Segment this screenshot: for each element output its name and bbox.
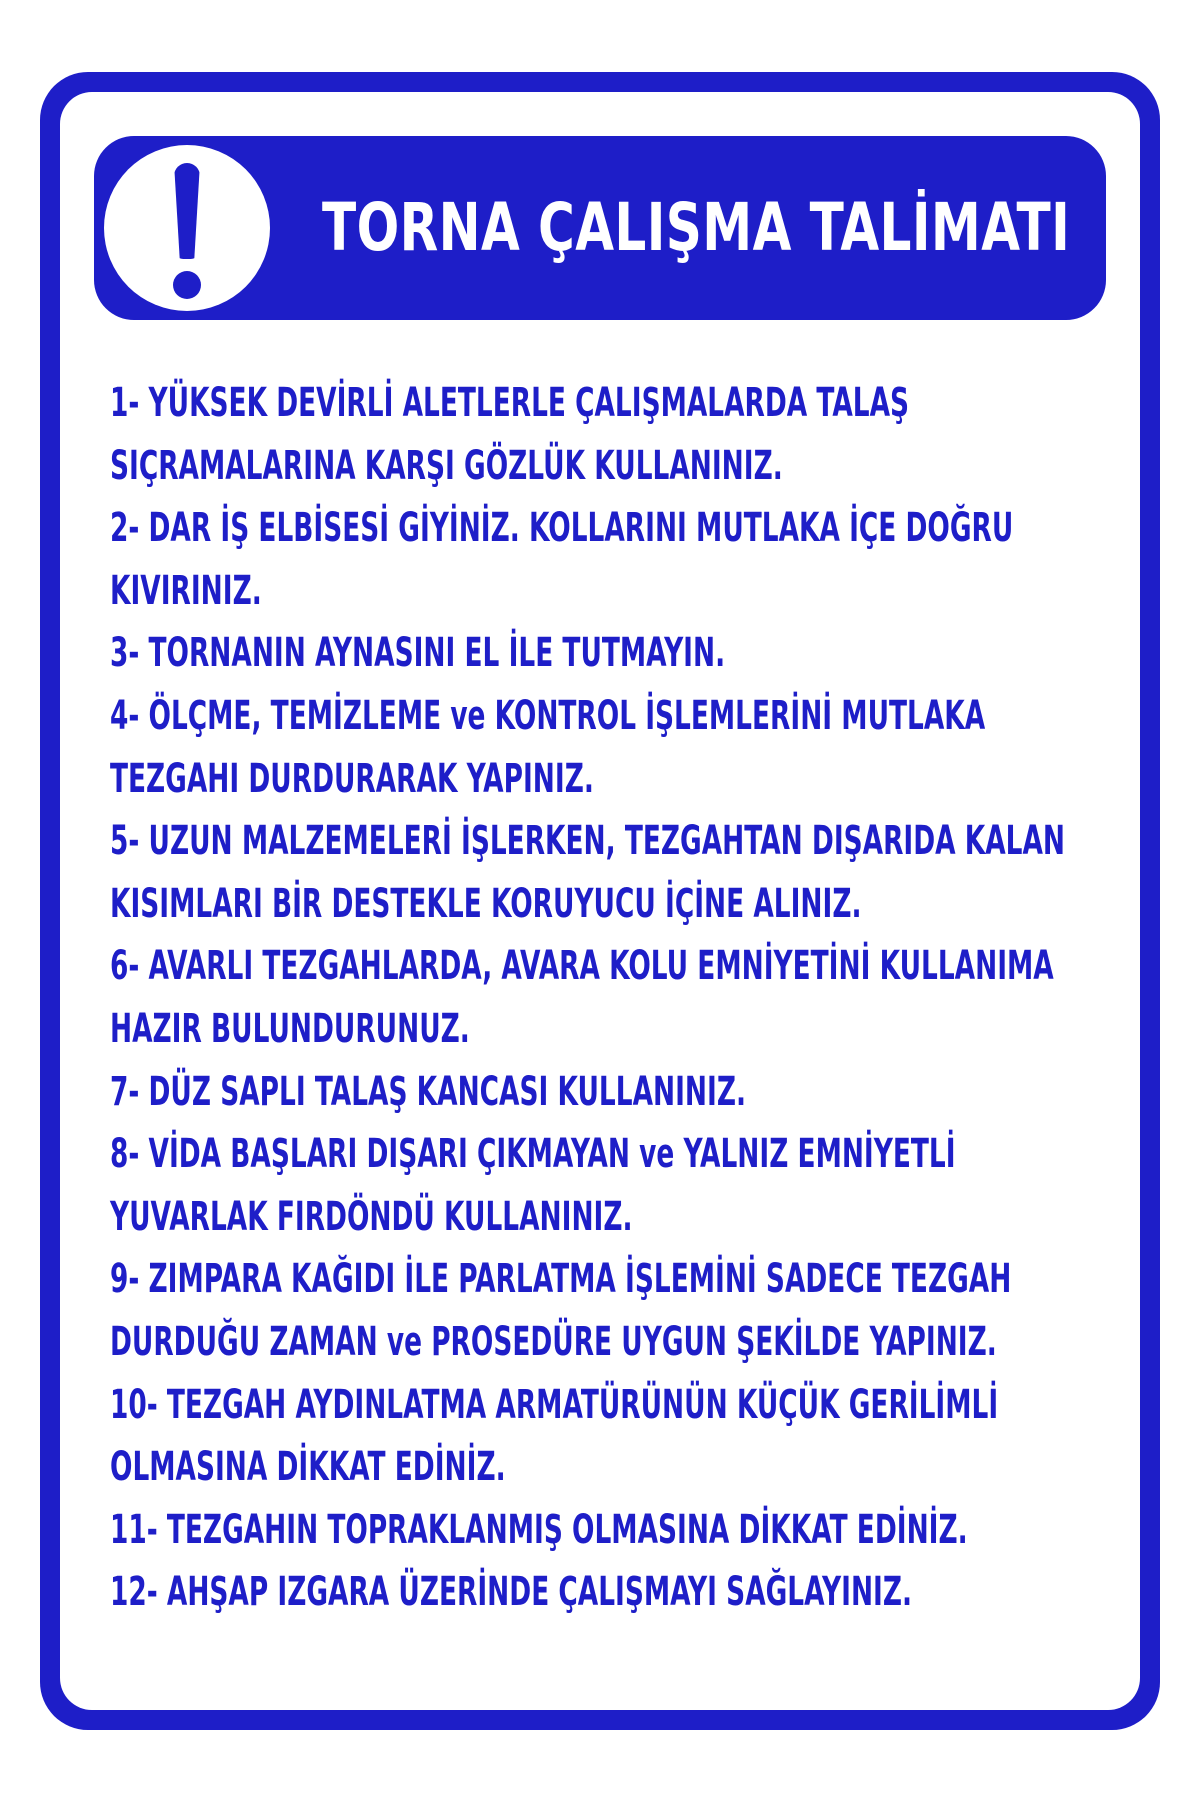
rule-item (110, 810, 1150, 935)
rule-item (110, 622, 1150, 685)
rule-line: 2- DAR İŞ ELBİSESİ GİYİNİZ. KOLLARINI MUTLAKA İÇE DOĞRU (110, 505, 1014, 552)
rule-line: 8- VİDA BAŞLARI DIŞARI ÇIKMAYAN ve YALNIZ EMNİYETLİ (110, 1131, 956, 1178)
sign-panel (60, 92, 1140, 1710)
rule-line: YUVARLAK FIRDÖNDÜ KULLANINIZ. (110, 1193, 633, 1240)
rule-line: 7- DÜZ SAPLI TALAŞ KANCASI KULLANINIZ. (110, 1068, 747, 1115)
rule-item (110, 497, 1150, 622)
sign-title: TORNA ÇALIŞMA TALİMATI (322, 189, 1071, 266)
rule-item (110, 1374, 1150, 1499)
rule-line: 9- ZIMPARA KAĞIDI İLE PARLATMA İŞLEMİNİ SADECE TEZGAH (110, 1256, 1012, 1303)
rule-line: KIVIRINIZ. (110, 567, 262, 614)
rule-line: 4- ÖLÇME, TEMİZLEME ve KONTROL İŞLEMLERİNİ MUTLAKA (110, 692, 986, 739)
rule-item (110, 685, 1150, 810)
rule-item (110, 1061, 1150, 1124)
rule-line: 3- TORNANIN AYNASINI EL İLE TUTMAYIN. (110, 630, 726, 677)
rule-item (110, 1123, 1150, 1248)
rule-line: 11- TEZGAHIN TOPRAKLANMIŞ OLMASINA DİKKAT EDİNİZ. (110, 1506, 968, 1553)
rule-line: DURDUĞU ZAMAN ve PROSEDÜRE UYGUN ŞEKİLDE YAPINIZ. (110, 1318, 997, 1365)
safety-sign (40, 72, 1160, 1730)
rule-line: 12- AHŞAP IZGARA ÜZERİNDE ÇALIŞMAYI SAĞLAYINIZ. (110, 1569, 913, 1616)
rule-line: TEZGAHI DURDURARAK YAPINIZ. (110, 755, 594, 802)
exclamation-dot (173, 271, 201, 299)
rule-line: OLMASINA DİKKAT EDİNİZ. (110, 1444, 506, 1491)
rule-line: 1- YÜKSEK DEVİRLİ ALETLERLE ÇALIŞMALARDA TALAŞ (110, 380, 910, 426)
rule-line: 6- AVARLI TEZGAHLARDA, AVARA KOLU EMNİYETİNİ KULLANIMA (110, 943, 1054, 990)
rule-line: SIÇRAMALARINA KARŞI GÖZLÜK KULLANINIZ. (110, 442, 783, 489)
rule-item (110, 1561, 1150, 1624)
rule-line: HAZIR BULUNDURUNUZ. (110, 1005, 470, 1052)
exclamation-stroke (174, 163, 200, 259)
rule-item (110, 1248, 1150, 1373)
rule-line: 10- TEZGAH AYDINLATMA ARMATÜRÜNÜN KÜÇÜK GERİLİMLİ (110, 1381, 999, 1428)
rule-line: 5- UZUN MALZEMELERİ İŞLERKEN, TEZGAHTAN DIŞARIDA KALAN (110, 818, 1066, 865)
rule-item (110, 372, 1150, 497)
sign-header (94, 136, 1106, 320)
rules-list (110, 372, 1150, 1624)
rule-item (110, 1499, 1150, 1562)
exclamation-icon (104, 145, 270, 311)
rule-line: KISIMLARI BİR DESTEKLE KORUYUCU İÇİNE ALINIZ. (110, 880, 862, 927)
rule-item (110, 935, 1150, 1060)
